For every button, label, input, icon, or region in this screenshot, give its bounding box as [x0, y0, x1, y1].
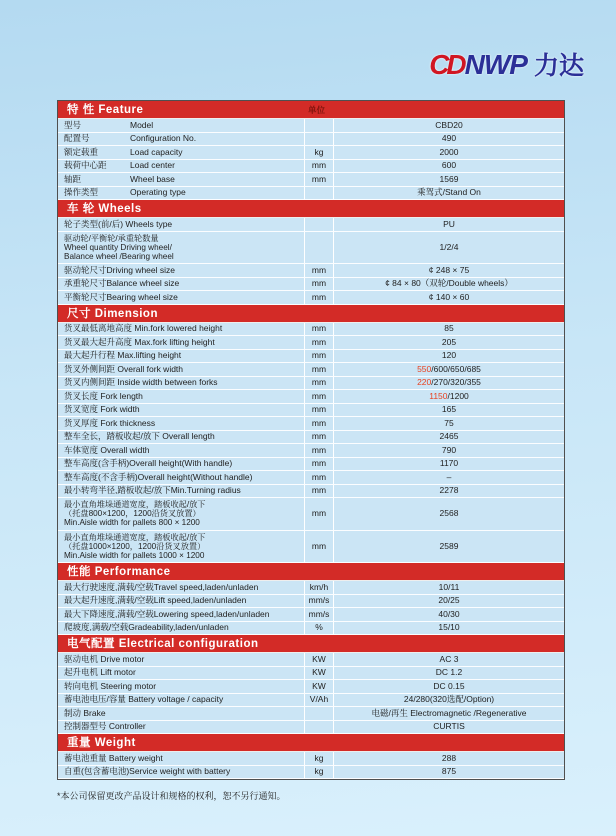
row-label — [58, 680, 304, 693]
table-row — [58, 363, 564, 377]
section-title: 车 轮 Wheels — [67, 203, 142, 215]
row-label — [58, 278, 304, 291]
row-label — [58, 766, 304, 779]
row-value-text: CBD20 — [435, 119, 463, 130]
row-value — [334, 766, 564, 779]
row-unit: % — [304, 622, 334, 635]
row-unit: kg — [304, 146, 334, 159]
row-label-text: 货叉厚度 Fork thickness — [64, 417, 156, 428]
row-value — [334, 694, 564, 707]
row-value — [334, 581, 564, 594]
row-value-text: 875 — [441, 766, 457, 777]
table-row — [58, 232, 564, 265]
row-label — [58, 291, 304, 304]
table-row — [58, 498, 564, 531]
row-value-text: 790 — [441, 444, 457, 455]
row-value — [334, 264, 564, 277]
row-unit: KW — [304, 680, 334, 693]
row-label-text: 货叉外侧间距 Overall fork width — [64, 363, 184, 374]
row-label — [58, 363, 304, 376]
section-header — [58, 563, 564, 581]
footnote: *本公司保留更改产品设计和规格的权利，恕不另行通知。 — [57, 791, 286, 801]
section-title: 电气配置 Electrical configuration — [67, 638, 259, 651]
row-label — [58, 187, 304, 200]
row-label-text: 最小转弯半径,踏板收起/放下Min.Turning radius — [64, 485, 241, 496]
section-header — [58, 200, 564, 218]
row-value — [334, 417, 564, 430]
row-label-line: 最小直角堆垛通道宽度，踏板收起/放下 — [64, 500, 206, 510]
row-value-text: 2568 — [439, 508, 459, 519]
row-label-cn: 型号 — [64, 119, 82, 130]
row-value — [334, 377, 564, 390]
row-unit: mm — [304, 458, 334, 471]
row-value — [334, 173, 564, 186]
row-unit: mm — [304, 444, 334, 457]
table-row — [58, 336, 564, 350]
table-row — [58, 173, 564, 187]
row-unit: mm/s — [304, 595, 334, 608]
table-row — [58, 323, 564, 337]
row-label-text: 货叉内侧间距 Inside width between forks — [64, 377, 218, 388]
row-label — [58, 404, 304, 417]
row-value — [334, 404, 564, 417]
row-value — [334, 707, 564, 720]
table-row — [58, 707, 564, 721]
row-label-text: 蓄电池电压/容量 Battery voltage / capacity — [64, 694, 224, 705]
table-row — [58, 119, 564, 133]
row-value — [334, 336, 564, 349]
row-unit: mm — [304, 363, 334, 376]
row-label-text: 最大下降速度,满载/空载Lowering speed,laden/unladen — [64, 608, 270, 619]
row-label — [58, 160, 304, 173]
row-value — [334, 667, 564, 680]
row-label — [58, 264, 304, 277]
row-unit: km/h — [304, 581, 334, 594]
row-label-text: 制动 Brake — [64, 707, 106, 718]
table-row — [58, 485, 564, 499]
row-label-cn: 额定载重 — [64, 146, 99, 157]
row-value-text: 40/30 — [438, 608, 460, 619]
row-value — [334, 595, 564, 608]
table-row — [58, 160, 564, 174]
row-label — [58, 622, 304, 635]
row-label — [58, 721, 304, 734]
brand-logo-chinese: 力达 — [533, 52, 584, 80]
row-label — [58, 471, 304, 484]
row-label — [58, 377, 304, 390]
row-label-text: 车体宽度 Overall width — [64, 444, 150, 455]
row-label — [58, 608, 304, 621]
table-row — [58, 146, 564, 160]
table-row — [58, 291, 564, 305]
row-label — [58, 752, 304, 765]
row-label — [58, 485, 304, 498]
row-label — [58, 653, 304, 666]
row-label-text: 货叉最低离地高度 Min.fork lowered height — [64, 323, 223, 334]
table-row — [58, 531, 564, 564]
row-value-text: 2589 — [439, 540, 459, 551]
row-label-en: Load capacity — [130, 146, 183, 157]
row-value — [334, 471, 564, 484]
spec-table — [57, 100, 565, 780]
table-row — [58, 264, 564, 278]
table-row — [58, 187, 564, 201]
row-value — [334, 608, 564, 621]
brand-logo-mark: CD — [429, 49, 464, 80]
row-value-text: 490 — [441, 133, 457, 144]
row-value — [334, 485, 564, 498]
row-label-en: Wheel base — [130, 173, 175, 184]
brand-logo-name: NWP — [464, 49, 527, 80]
row-unit — [304, 232, 334, 264]
row-label — [58, 581, 304, 594]
row-unit: mm — [304, 417, 334, 430]
row-value-text: – — [446, 471, 452, 482]
table-row — [58, 377, 564, 391]
row-label — [58, 431, 304, 444]
row-label-text: 驱动轮尺寸Driving wheel size — [64, 264, 175, 275]
row-label — [58, 595, 304, 608]
table-row — [58, 444, 564, 458]
row-label — [58, 498, 304, 530]
row-unit: mm — [304, 377, 334, 390]
row-unit — [304, 721, 334, 734]
row-label-cn: 轴距 — [64, 173, 82, 184]
table-row — [58, 431, 564, 445]
row-label-text: 最大行驶速度,满载/空载Travel speed,laden/unladen — [64, 581, 259, 592]
row-unit — [304, 707, 334, 720]
table-row — [58, 766, 564, 780]
row-unit: kg — [304, 766, 334, 779]
row-label-text: 最大起升速度,满载/空载Lift speed,laden/unladen — [64, 595, 247, 606]
row-label-en: Model — [130, 119, 154, 130]
row-label-line: 最小直角堆垛通道宽度，踏板收起/放下 — [64, 532, 206, 542]
row-value-text: 75 — [444, 417, 454, 428]
row-value-text: 1/2/4 — [439, 241, 459, 252]
row-label — [58, 350, 304, 363]
row-label-text: 整车全长，踏板收起/放下 Overall length — [64, 431, 215, 442]
row-value — [334, 160, 564, 173]
row-value-text: 15/10 — [438, 622, 460, 633]
row-label-text: 轮子类型(前/后) Wheels type — [64, 218, 173, 229]
table-row — [58, 458, 564, 472]
row-unit: mm — [304, 336, 334, 349]
row-label-line: 驱动轮/平衡轮/承重轮数量 — [64, 233, 159, 243]
row-value — [334, 458, 564, 471]
row-value-text: 2465 — [439, 431, 459, 442]
row-label-text: 蓄电池重量 Battery weight — [64, 752, 163, 763]
row-value-highlight: 550 — [417, 363, 432, 374]
row-label-text: 自重(包含蓄电池)Service weight with battery — [64, 766, 231, 777]
section-title: 性能 Performance — [67, 566, 171, 579]
row-label-line: Min.Aisle width for pallets 800 × 1200 — [64, 518, 200, 528]
row-value — [334, 721, 564, 734]
row-label — [58, 694, 304, 707]
row-unit: mm — [304, 485, 334, 498]
row-value-text: 165 — [441, 404, 457, 415]
row-value-rest: /1200 — [447, 390, 469, 401]
row-unit: mm — [304, 350, 334, 363]
table-row — [58, 608, 564, 622]
row-value-text: 24/280(320选配/Option) — [403, 694, 495, 705]
row-value — [334, 363, 564, 376]
section-title: 重量 Weight — [67, 737, 136, 750]
row-label — [58, 146, 304, 159]
row-label-text: 控制器型号 Controller — [64, 721, 146, 732]
row-label — [58, 173, 304, 186]
row-label — [58, 531, 304, 563]
row-unit: mm — [304, 160, 334, 173]
row-unit — [304, 187, 334, 200]
row-value — [334, 323, 564, 336]
row-value — [334, 444, 564, 457]
table-row — [58, 218, 564, 232]
row-label-cn: 配置号 — [64, 133, 90, 144]
table-row — [58, 278, 564, 292]
row-value-text: 205 — [441, 336, 457, 347]
row-value — [334, 752, 564, 765]
row-value — [334, 133, 564, 146]
row-value-text: 1170 — [439, 458, 459, 469]
row-label — [58, 133, 304, 146]
table-row — [58, 680, 564, 694]
row-value-rest: /600/650/685 — [431, 363, 481, 374]
table-row — [58, 721, 564, 735]
table-row — [58, 390, 564, 404]
brand-logo — [429, 46, 584, 82]
row-unit: KW — [304, 653, 334, 666]
row-unit: KW — [304, 667, 334, 680]
row-label-text: 承重轮尺寸Balance wheel size — [64, 278, 180, 289]
table-row — [58, 667, 564, 681]
row-value-rest: /270/320/355 — [431, 377, 481, 388]
table-row — [58, 350, 564, 364]
row-label-en: Load center — [130, 160, 175, 171]
row-unit: mm — [304, 173, 334, 186]
row-value-text: ¢ 140 × 60 — [428, 291, 470, 302]
row-value-text: 2000 — [439, 146, 459, 157]
row-label-line: Min.Aisle width for pallets 1000 × 1200 — [64, 551, 205, 560]
row-value-text: ¢ 248 × 75 — [428, 264, 470, 275]
row-unit: mm — [304, 291, 334, 304]
table-row — [58, 471, 564, 485]
row-value-text: CURTIS — [433, 721, 465, 732]
row-value-text: DC 0.15 — [433, 680, 465, 691]
row-value — [334, 622, 564, 635]
row-value — [334, 531, 564, 563]
row-unit: mm — [304, 471, 334, 484]
row-value-text: 288 — [441, 752, 457, 763]
row-label-text: 最大起升行程 Max.lifting height — [64, 350, 182, 361]
table-row — [58, 595, 564, 609]
row-label-text: 货叉宽度 Fork width — [64, 404, 140, 415]
row-label — [58, 323, 304, 336]
row-label — [58, 667, 304, 680]
row-value — [334, 291, 564, 304]
row-value-text: 2278 — [439, 485, 459, 496]
row-unit: mm — [304, 531, 334, 563]
row-unit: mm — [304, 278, 334, 291]
row-label — [58, 458, 304, 471]
row-label-text: 驱动电机 Drive motor — [64, 653, 145, 664]
row-label-line: Balance wheel /Bearing wheel — [64, 251, 174, 261]
row-label — [58, 390, 304, 403]
row-unit — [304, 133, 334, 146]
row-value-text: ¢ 84 × 80（双轮/Double wheels） — [385, 278, 513, 289]
row-label-line: （托盘1000×1200，1200沿货叉放置） — [64, 541, 206, 551]
row-unit — [304, 218, 334, 231]
section-header — [58, 734, 564, 752]
table-row — [58, 133, 564, 147]
row-label — [58, 218, 304, 231]
section-header — [58, 305, 564, 323]
table-row — [58, 653, 564, 667]
row-label-line: （托盘800×1200，1200沿货叉放置） — [64, 509, 201, 519]
row-value-text: PU — [443, 218, 455, 229]
row-value-text: DC 1.2 — [435, 667, 463, 678]
row-value-text: 600 — [441, 160, 457, 171]
row-value — [334, 218, 564, 231]
row-label-cn: 操作类型 — [64, 187, 99, 198]
table-row — [58, 752, 564, 766]
row-value — [334, 187, 564, 200]
row-value — [334, 498, 564, 530]
row-label — [58, 232, 304, 264]
row-label-text: 爬坡度,满载/空载Gradeability,laden/unladen — [64, 622, 229, 633]
row-label — [58, 336, 304, 349]
row-label — [58, 119, 304, 132]
row-value — [334, 119, 564, 132]
row-label-text: 整车高度(含手柄)Overall height(With handle) — [64, 458, 233, 469]
row-label-text: 货叉最大起升高度 Max.fork lifting height — [64, 336, 215, 347]
row-value-text: 20/25 — [438, 595, 460, 606]
unit-column-header: 单位 — [308, 105, 326, 115]
row-unit — [304, 119, 334, 132]
row-unit: mm — [304, 264, 334, 277]
row-label-cn: 载荷中心距 — [64, 160, 107, 171]
row-value — [334, 232, 564, 264]
row-value-text: AC 3 — [439, 653, 459, 664]
row-unit: V/Ah — [304, 694, 334, 707]
row-value-text: 10/11 — [438, 581, 460, 592]
table-row — [58, 622, 564, 636]
row-unit: mm — [304, 431, 334, 444]
row-label — [58, 444, 304, 457]
row-value — [334, 278, 564, 291]
row-label-text: 整车高度(不含手柄)Overall height(Without handle) — [64, 471, 253, 482]
row-label-text: 起升电机 Lift motor — [64, 667, 136, 678]
row-value — [334, 431, 564, 444]
row-label-text: 转向电机 Steering motor — [64, 680, 157, 691]
row-value-text: 电磁/再生 Electromagnetic /Regenerative — [371, 707, 527, 718]
section-header — [58, 101, 564, 119]
table-row — [58, 417, 564, 431]
table-row — [58, 694, 564, 708]
row-label-text: 平衡轮尺寸Bearing wheel size — [64, 291, 178, 302]
row-value — [334, 146, 564, 159]
row-label-text: 货叉长度 Fork length — [64, 390, 143, 401]
table-row — [58, 404, 564, 418]
row-unit: mm — [304, 390, 334, 403]
section-title: 特 性 Feature — [67, 104, 144, 116]
row-value-text: 120 — [441, 350, 457, 361]
row-label — [58, 707, 304, 720]
row-unit: mm — [304, 404, 334, 417]
row-value — [334, 350, 564, 363]
row-value-text: 85 — [444, 323, 454, 334]
row-label-en: Configuration No. — [130, 133, 197, 144]
row-value-highlight: 220 — [417, 377, 432, 388]
row-value-highlight: 1150 — [429, 390, 448, 401]
section-header — [58, 635, 564, 653]
section-title: 尺寸 Dimension — [67, 307, 158, 320]
row-unit: mm — [304, 498, 334, 530]
row-unit: kg — [304, 752, 334, 765]
row-unit: mm/s — [304, 608, 334, 621]
row-label-line: Wheel quantity Driving wheel/ — [64, 242, 172, 252]
row-value-text: 1569 — [439, 173, 459, 184]
row-unit: mm — [304, 323, 334, 336]
row-label-en: Operating type — [130, 187, 186, 198]
table-row — [58, 581, 564, 595]
row-value — [334, 680, 564, 693]
row-value — [334, 390, 564, 403]
row-value-text: 乘驾式/Stand On — [417, 187, 481, 198]
row-value — [334, 653, 564, 666]
row-label — [58, 417, 304, 430]
